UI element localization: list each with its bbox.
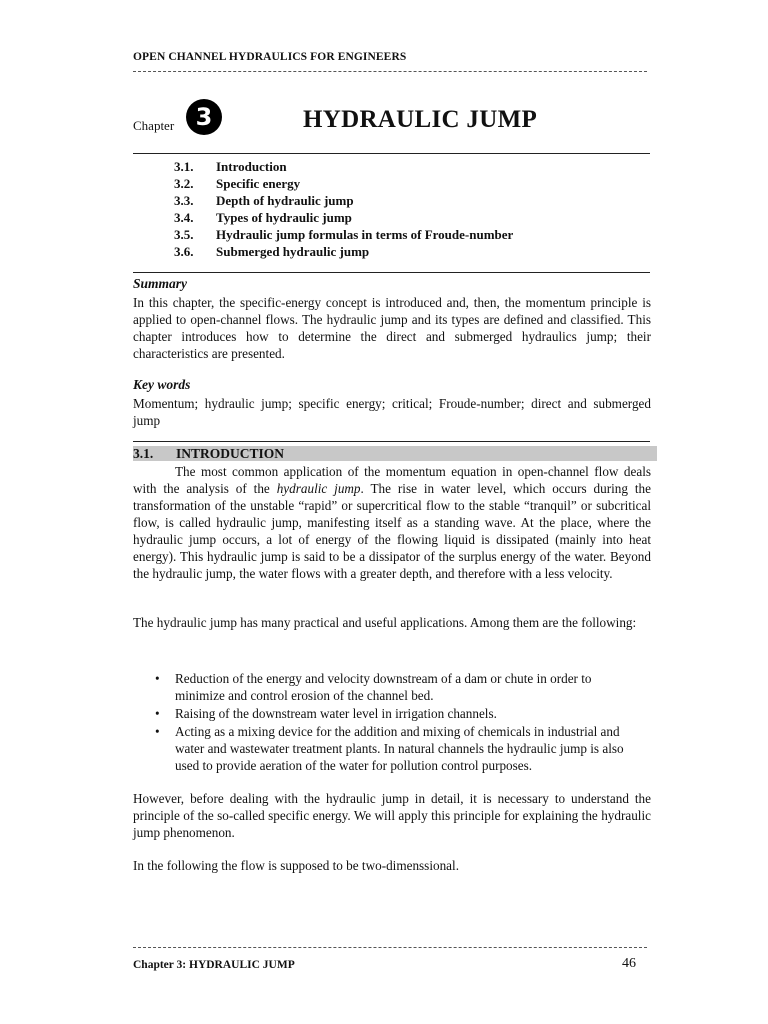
chapter-label: Chapter xyxy=(133,118,175,133)
toc-title: Specific energy xyxy=(216,176,301,191)
toc-item[interactable] xyxy=(174,209,513,226)
two-dimensional-note: In the following the flow is supposed to be two-dimenssional. xyxy=(133,858,459,873)
list-item xyxy=(155,670,635,704)
toc-number: 3.4. xyxy=(174,210,194,225)
list-item xyxy=(155,723,635,774)
running-header: OPEN CHANNEL HYDRAULICS FOR ENGINEERS xyxy=(133,51,407,63)
keywords-rule xyxy=(133,441,650,442)
toc-item[interactable] xyxy=(174,175,513,192)
bullet-icon: • xyxy=(155,671,160,686)
intro-paragraph xyxy=(133,463,651,582)
footer-divider xyxy=(133,947,647,948)
page-number: 46 xyxy=(622,956,636,971)
list-item-text: Acting as a mixing device for the addition and mixing of chemicals in industrial and water and wastewater treatment plants. In natural channels the hydraulic jump is also used to provide aeration of the water for pollution control purposes. xyxy=(175,724,624,773)
footer-chapter-label: Chapter 3: HYDRAULIC JUMP xyxy=(133,959,295,971)
chapter-title: HYDRAULIC JUMP xyxy=(303,106,538,133)
intro-text-end: . The rise in water level, which occurs during the transformation of the unstable “rapid” or supercritical flow to the stable “tranquil” or subcritical flow, is called hydraulic jump, manifesting itself as a standing wave. At the place, where the hydraulic jump occurs, a lot of energy of the flowing liquid is dissipated (mainly into heat energy). This hydraulic jump is said to be a dissipator of the surplus energy of the water. Beyond the hydraulic jump, the water flows with a greater depth, and therefore with a less velocity. xyxy=(133,481,651,581)
chapter-number-badge: 3 xyxy=(186,99,222,135)
summary-heading: Summary xyxy=(133,276,188,291)
keywords-heading: Key words xyxy=(133,377,191,392)
toc-title: Depth of hydraulic jump xyxy=(216,193,354,208)
toc-number: 3.6. xyxy=(174,244,194,259)
list-item xyxy=(155,705,635,722)
toc-title: Introduction xyxy=(216,159,287,174)
keywords-text: Momentum; hydraulic jump; specific energy; critical; Froude-number; direct and submerged jump xyxy=(133,396,651,428)
toc-item[interactable] xyxy=(174,243,513,260)
header-divider xyxy=(133,71,647,72)
toc-number: 3.1. xyxy=(174,159,194,174)
toc-number: 3.3. xyxy=(174,193,194,208)
toc-item[interactable] xyxy=(174,158,513,175)
toc-rule xyxy=(133,272,650,273)
table-of-contents xyxy=(174,158,513,260)
intro-term-italic: hydraulic jump xyxy=(276,481,361,496)
toc-title: Hydraulic jump formulas in terms of Froude-number xyxy=(216,227,514,242)
list-item-text: Raising of the downstream water level in irrigation channels. xyxy=(175,706,497,721)
summary-text: In this chapter, the specific-energy concept is introduced and, then, the momentum principle is applied to open-channel flows. The hydraulic jump and its types are defined and classified. This chapter introduces how to determine the direct and submerged hydraulics jump; their characteristics are presented. xyxy=(133,295,651,361)
toc-title: Submerged hydraulic jump xyxy=(216,244,370,259)
section-heading-bar xyxy=(133,446,657,461)
specific-energy-paragraph: However, before dealing with the hydraulic jump in detail, it is necessary to understand the principle of the so-called specific energy. We will apply this principle for explaining the hydraulic jump phenomenon. xyxy=(133,791,651,840)
bullet-icon: • xyxy=(155,706,160,721)
applications-list xyxy=(155,670,635,775)
toc-item[interactable] xyxy=(174,226,513,243)
toc-number: 3.2. xyxy=(174,176,194,191)
title-rule xyxy=(133,153,650,154)
bullet-icon: • xyxy=(155,724,160,739)
toc-number: 3.5. xyxy=(174,227,194,242)
section-title: INTRODUCTION xyxy=(176,446,285,461)
toc-title: Types of hydraulic jump xyxy=(216,210,352,225)
applications-paragraph: The hydraulic jump has many practical and useful applications. Among them are the following: xyxy=(133,615,637,630)
toc-item[interactable] xyxy=(174,192,513,209)
intro-text-start: The most common application of the momentum equation in open-channel flow deals with the analysis of the xyxy=(133,464,651,496)
list-item-text: Reduction of the energy and velocity downstream of a dam or chute in order to minimize and control erosion of the channel bed. xyxy=(175,671,592,703)
section-number: 3.1. xyxy=(133,446,154,461)
